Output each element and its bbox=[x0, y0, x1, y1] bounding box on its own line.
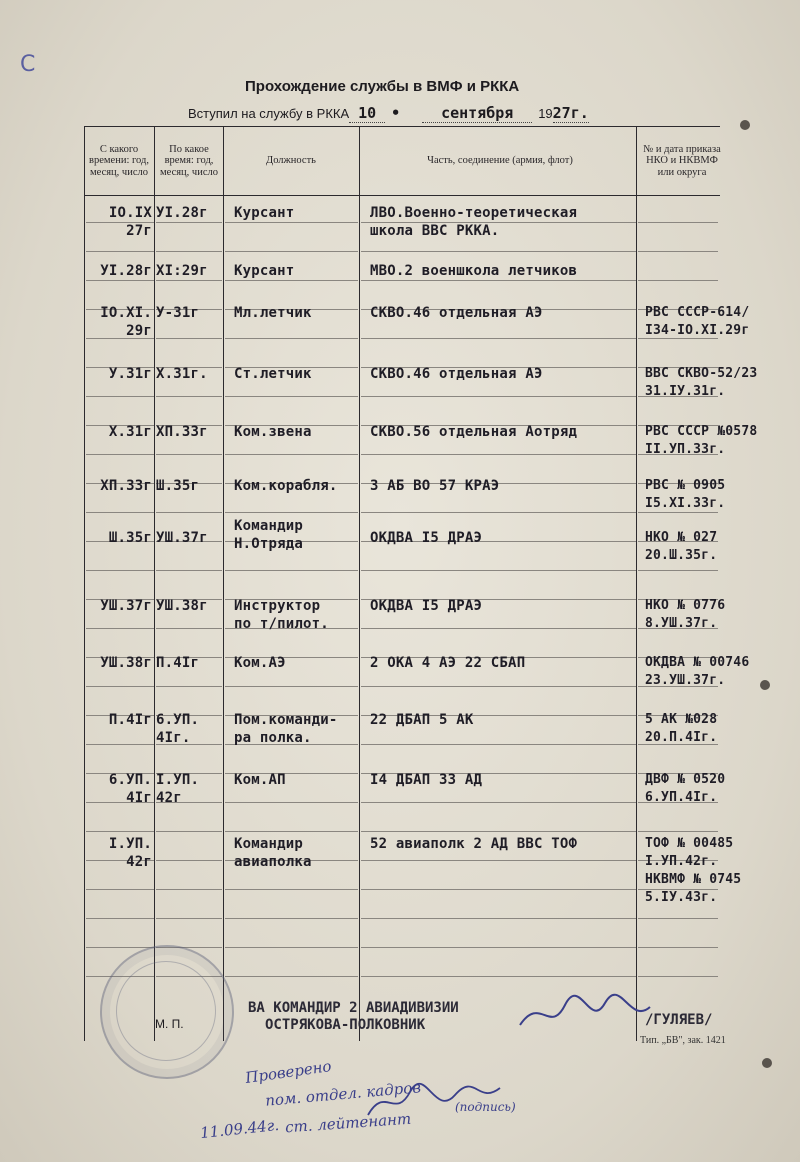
service-start-year-prefix: 19 bbox=[538, 106, 553, 121]
cell-unit: 2 ОКА 4 АЭ 22 СБАП bbox=[370, 655, 526, 671]
handwritten-verified: Проверено bbox=[244, 1057, 333, 1087]
column-divider bbox=[223, 126, 224, 1041]
cell-order: 5 АК №028 bbox=[645, 712, 718, 727]
cell-order: ВВС СКВО-52/23 bbox=[645, 366, 758, 381]
header-to: По какое время: год, месяц, число bbox=[160, 143, 218, 178]
ruling-line bbox=[638, 831, 718, 832]
ruling-line bbox=[638, 222, 718, 223]
cell-order: I34-IO.XI.29г bbox=[645, 323, 750, 338]
cell-to: 42г bbox=[156, 790, 182, 806]
ruling-line bbox=[156, 570, 222, 571]
cell-order: РВС СССР-614/ bbox=[645, 305, 750, 320]
ruling-line bbox=[361, 570, 636, 571]
cell-from: Х.31г bbox=[108, 424, 152, 440]
official-seal bbox=[100, 945, 234, 1079]
ruling-line bbox=[225, 338, 358, 339]
cell-position: Командир bbox=[234, 836, 304, 852]
service-start-separator: • bbox=[391, 104, 401, 122]
cell-unit: ОКДВА I5 ДРАЭ bbox=[370, 530, 483, 546]
ruling-line bbox=[361, 802, 636, 803]
handwritten-officer: пом. отдел. кадров bbox=[264, 1078, 422, 1110]
ruling-line bbox=[225, 831, 358, 832]
ruling-line bbox=[86, 396, 154, 397]
header-order: № и дата приказа НКО и НКВМФ или округа bbox=[643, 143, 721, 178]
service-start-month: сентября bbox=[422, 104, 532, 123]
cell-unit: школа ВВС РККА. bbox=[370, 223, 500, 239]
cell-order: I5.ХI.33г. bbox=[645, 496, 726, 511]
service-start-year-suffix: 27г. bbox=[552, 104, 589, 122]
cell-position: Пом.команди- bbox=[234, 712, 338, 728]
table-header-border bbox=[84, 195, 720, 196]
cell-unit: СКВО.46 отдельная АЭ bbox=[370, 305, 543, 321]
cell-from: У.31г bbox=[108, 366, 152, 382]
cell-unit: I4 ДБАП 33 АД bbox=[370, 772, 483, 788]
cell-order: II.УП.33г. bbox=[645, 442, 726, 457]
ruling-line bbox=[86, 686, 154, 687]
ruling-line bbox=[361, 396, 636, 397]
ruling-line bbox=[86, 512, 154, 513]
ruling-line bbox=[86, 280, 154, 281]
ruling-line bbox=[225, 222, 358, 223]
cell-to: Х.31г. bbox=[156, 366, 208, 382]
cell-order: НКО № 027 bbox=[645, 530, 718, 545]
ruling-line bbox=[225, 947, 358, 948]
cell-unit: ЛВО.Военно-теоретическая bbox=[370, 205, 578, 221]
cell-to: 4Iг. bbox=[156, 730, 191, 746]
cell-unit: ОКДВА I5 ДРАЭ bbox=[370, 598, 483, 614]
ruling-line bbox=[86, 918, 154, 919]
ruling-line bbox=[86, 744, 154, 745]
cell-order: НКО № 0776 bbox=[645, 598, 726, 613]
cell-unit: 22 ДБАП 5 АК bbox=[370, 712, 474, 728]
cell-from: П.4Iг bbox=[108, 712, 152, 728]
punch-hole bbox=[740, 120, 750, 130]
ruling-line bbox=[361, 947, 636, 948]
cell-order: ТОФ № 00485 bbox=[645, 836, 734, 851]
signature-title: ВА КОМАНДИР 2 АВИАДИВИЗИИ bbox=[248, 1000, 459, 1016]
ruling-line bbox=[638, 947, 718, 948]
printer-mark: Тип. „БВ", зак. 1421 bbox=[640, 1035, 726, 1046]
ruling-line bbox=[86, 251, 154, 252]
ruling-line bbox=[225, 396, 358, 397]
cell-position: Курсант bbox=[234, 263, 295, 279]
cell-to: ХП.33г bbox=[156, 424, 208, 440]
ruling-line bbox=[361, 686, 636, 687]
cell-to: Ш.35г bbox=[156, 478, 200, 494]
ruling-line bbox=[156, 686, 222, 687]
header-position: Должность bbox=[266, 155, 316, 167]
cell-order: 20.Ш.35г. bbox=[645, 548, 718, 563]
ruling-line bbox=[156, 512, 222, 513]
punch-hole bbox=[760, 680, 770, 690]
cell-order: 5.IУ.43г. bbox=[645, 890, 718, 905]
cell-from: 6.УП. bbox=[108, 772, 152, 788]
cell-to: I.УП. bbox=[156, 772, 200, 788]
cell-position: Курсант bbox=[234, 205, 295, 221]
service-start-line bbox=[188, 104, 589, 123]
ruling-line bbox=[86, 570, 154, 571]
ruling-line bbox=[86, 454, 154, 455]
column-divider bbox=[636, 126, 637, 1041]
cell-unit: СКВО.56 отдельная Аотряд bbox=[370, 424, 578, 440]
cell-unit: 3 АБ ВО 57 КРАЭ bbox=[370, 478, 500, 494]
cell-position: Ком.АП bbox=[234, 772, 286, 788]
cell-unit: МВО.2 военшкола летчиков bbox=[370, 263, 578, 279]
header-unit-text: Часть, соединение (армия, флот) bbox=[427, 155, 573, 167]
ruling-line bbox=[638, 280, 718, 281]
ruling-line bbox=[156, 860, 222, 861]
ruling-line bbox=[638, 918, 718, 919]
cell-position: по т/пилот. bbox=[234, 616, 329, 632]
ruling-line bbox=[225, 512, 358, 513]
cell-from: IO.IX bbox=[108, 205, 152, 221]
ruling-line bbox=[361, 628, 636, 629]
ruling-line bbox=[225, 802, 358, 803]
cell-from: IO.XI. bbox=[100, 305, 152, 321]
service-start-day: 10 bbox=[349, 104, 385, 123]
ruling-line bbox=[225, 918, 358, 919]
handwritten-signature bbox=[510, 985, 670, 1045]
cell-order: 20.П.4Iг. bbox=[645, 730, 718, 745]
cell-position: Ком.АЭ bbox=[234, 655, 286, 671]
cell-position: Ст.летчик bbox=[234, 366, 312, 382]
cell-order: 8.УШ.37г. bbox=[645, 616, 718, 631]
ruling-line bbox=[86, 831, 154, 832]
cell-order: ДВФ № 0520 bbox=[645, 772, 726, 787]
cell-from: 4Iг bbox=[126, 790, 152, 806]
ruling-line bbox=[361, 889, 636, 890]
ruling-line bbox=[225, 251, 358, 252]
table-top-border bbox=[84, 126, 720, 127]
cell-to: У-31г bbox=[156, 305, 200, 321]
signature-name: /ГУЛЯЕВ/ bbox=[645, 1012, 713, 1028]
cell-unit: 52 авиаполк 2 АД ВВС ТОФ bbox=[370, 836, 578, 852]
ruling-line bbox=[156, 222, 222, 223]
cell-order: 23.УШ.37г. bbox=[645, 673, 726, 688]
cell-from: 42г bbox=[126, 854, 152, 870]
form-title: Прохождение службы в ВМФ и РККА bbox=[245, 78, 520, 95]
column-divider bbox=[154, 126, 155, 1041]
ruling-line bbox=[361, 251, 636, 252]
ruling-line bbox=[638, 251, 718, 252]
ruling-line bbox=[361, 860, 636, 861]
ruling-line bbox=[156, 338, 222, 339]
cell-position: Н.Отряда bbox=[234, 536, 304, 552]
ruling-line bbox=[86, 889, 154, 890]
ruling-line bbox=[156, 918, 222, 919]
cell-to: 6.УП. bbox=[156, 712, 200, 728]
cell-from: 29г bbox=[126, 323, 152, 339]
cell-unit: СКВО.46 отдельная АЭ bbox=[370, 366, 543, 382]
service-start-label: Вступил на службу в РККА bbox=[188, 106, 350, 121]
cell-order: ОКДВА № 00746 bbox=[645, 655, 750, 670]
ruling-line bbox=[156, 889, 222, 890]
ruling-line bbox=[225, 570, 358, 571]
ruling-line bbox=[156, 454, 222, 455]
seal-place-label: М. П. bbox=[155, 1017, 184, 1031]
cell-to: УI.28г bbox=[156, 205, 208, 221]
ruling-line bbox=[225, 976, 358, 977]
ruling-line bbox=[156, 396, 222, 397]
ruling-line bbox=[638, 976, 718, 977]
cell-position: Ком.корабля. bbox=[234, 478, 338, 494]
cell-order: 6.УП.4Iг. bbox=[645, 790, 718, 805]
handwritten-rank: ст. лейтенант bbox=[284, 1109, 412, 1137]
ruling-line bbox=[361, 918, 636, 919]
cell-order: НКВМФ № 0745 bbox=[645, 872, 742, 887]
column-divider bbox=[84, 126, 85, 1041]
cell-position: Ком.звена bbox=[234, 424, 312, 440]
ruling-line bbox=[156, 280, 222, 281]
cell-order: РВС СССР №0578 bbox=[645, 424, 758, 439]
cell-to: УШ.37г bbox=[156, 530, 208, 546]
cell-position: Инструктор bbox=[234, 598, 321, 614]
cell-to: УШ.38г bbox=[156, 598, 208, 614]
cell-position: Мл.летчик bbox=[234, 305, 312, 321]
cell-order: I.УП.42г. bbox=[645, 854, 718, 869]
ruling-line bbox=[361, 512, 636, 513]
cell-to: ХI:29г bbox=[156, 263, 208, 279]
header-from: С какого времени: год, месяц, число bbox=[89, 143, 149, 178]
handwritten-signature-2 bbox=[360, 1070, 510, 1130]
ruling-line bbox=[361, 338, 636, 339]
column-divider bbox=[359, 126, 360, 1041]
ruling-line bbox=[225, 454, 358, 455]
handwritten-date: 11.09.44г. bbox=[199, 1115, 280, 1143]
cell-order: 31.IУ.31г. bbox=[645, 384, 726, 399]
cell-position: Командир bbox=[234, 518, 304, 534]
cell-order: РВС № 0905 bbox=[645, 478, 726, 493]
cell-from: ХП.33г bbox=[100, 478, 152, 494]
cell-position: авиаполка bbox=[234, 854, 312, 870]
signature-rank: ОСТРЯКОВА-ПОЛКОВНИК bbox=[265, 1017, 426, 1033]
ruling-line bbox=[361, 454, 636, 455]
ruling-line bbox=[361, 744, 636, 745]
cell-position: ра полка. bbox=[234, 730, 312, 746]
ruling-line bbox=[361, 831, 636, 832]
ruling-line bbox=[156, 628, 222, 629]
ruling-line bbox=[156, 251, 222, 252]
cell-from: УШ.37г bbox=[100, 598, 152, 614]
cell-from: Ш.35г bbox=[108, 530, 152, 546]
punch-hole bbox=[762, 1058, 772, 1068]
cell-to: П.4Iг bbox=[156, 655, 200, 671]
cell-from: УШ.38г bbox=[100, 655, 152, 671]
ruling-line bbox=[225, 280, 358, 281]
ruling-line bbox=[361, 280, 636, 281]
cell-from: 27г bbox=[126, 223, 152, 239]
cell-from: I.УП. bbox=[108, 836, 152, 852]
header-unit bbox=[380, 130, 620, 192]
ruling-line bbox=[361, 976, 636, 977]
ruling-line bbox=[638, 570, 718, 571]
corner-mark: С bbox=[20, 52, 36, 77]
ruling-line bbox=[225, 889, 358, 890]
ruling-line bbox=[156, 831, 222, 832]
handwritten-signature-note: (подпись) bbox=[455, 1100, 516, 1114]
ruling-line bbox=[225, 686, 358, 687]
ruling-line bbox=[86, 628, 154, 629]
ruling-line bbox=[638, 512, 718, 513]
cell-from: УI.28г bbox=[100, 263, 152, 279]
